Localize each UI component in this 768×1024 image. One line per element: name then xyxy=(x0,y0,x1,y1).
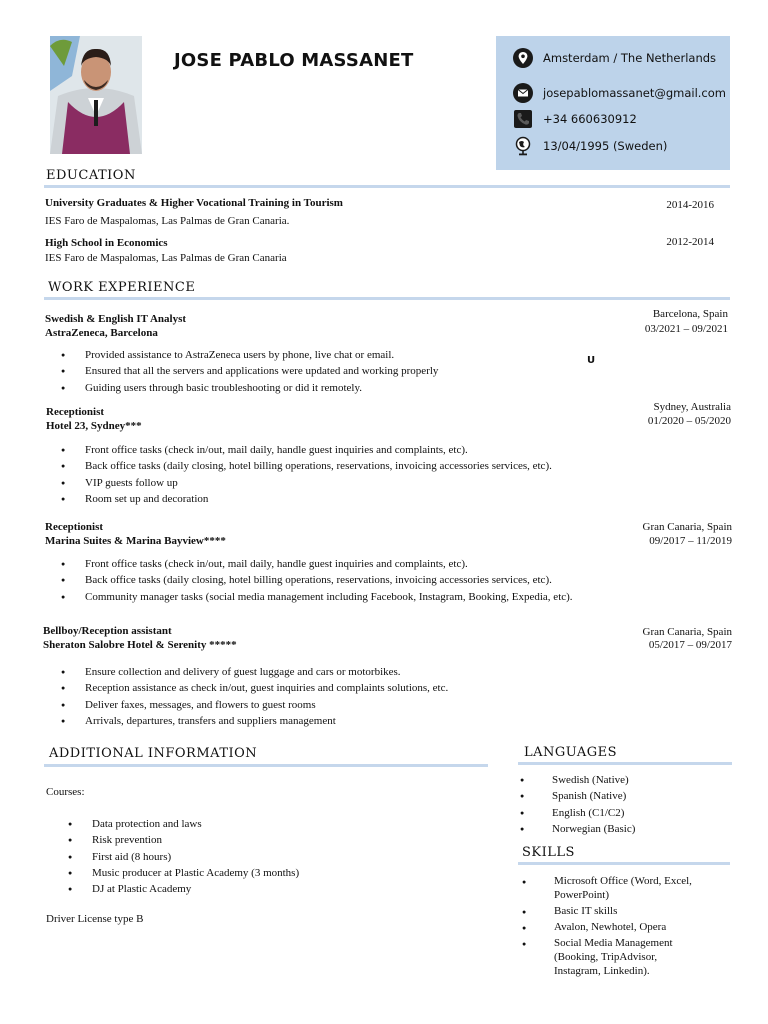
languages-heading: LANGUAGES xyxy=(524,745,618,760)
email-icon xyxy=(512,82,534,104)
job-1-role: Swedish & English IT Analyst xyxy=(45,313,187,325)
job-4-company: Sheraton Salobre Hotel & Serenity ***** xyxy=(43,639,237,651)
skill-line: ● Avalon, Newhotel, Opera xyxy=(554,921,667,933)
skills-divider xyxy=(518,862,730,865)
contact-box xyxy=(496,36,730,170)
job-2-location: Sydney, Australia xyxy=(653,401,731,413)
list-item: ● Community manager tasks (social media management including Facebook, Instagram, Booking, Expedia, etc). xyxy=(61,589,573,605)
list-item: ● Music producer at Plastic Academy (3 months) xyxy=(68,865,299,881)
job-4-tasks xyxy=(61,664,448,729)
birth-text: 13/04/1995 (Sweden) xyxy=(543,138,668,153)
candidate-name: JOSE PABLO MASSANET xyxy=(174,50,414,71)
phone-text[interactable]: +34 660630912 xyxy=(543,112,637,127)
driver-license: Driver License type B xyxy=(46,913,144,925)
contact-birth xyxy=(496,133,730,160)
education-heading: EDUCATION xyxy=(46,168,136,183)
education-divider xyxy=(44,185,730,188)
list-item: ● First aid (8 hours) xyxy=(68,849,299,865)
languages-divider xyxy=(518,762,732,765)
additional-divider xyxy=(44,764,488,767)
education-years-2: 2012-2014 xyxy=(666,236,714,248)
skill-line: ● Social Media Management xyxy=(554,937,673,949)
job-3-dates: 09/2017 – 11/2019 xyxy=(649,535,732,547)
education-degree-1: University Graduates & Higher Vocational Training in Tourism xyxy=(45,197,343,209)
contact-location xyxy=(496,45,730,72)
list-item: ● Spanish (Native) xyxy=(520,788,635,804)
job-2-dates: 01/2020 – 05/2020 xyxy=(647,415,731,427)
location-text: Amsterdam / The Netherlands xyxy=(543,51,717,66)
list-item: ● Back office tasks (daily closing, hotel billing operations, reservations, invoicing accessories services, etc). xyxy=(61,458,552,474)
list-item xyxy=(522,936,692,978)
list-item: ● English (C1/C2) xyxy=(520,805,635,821)
job-4-location: Gran Canaria, Spain xyxy=(642,626,732,638)
courses-label: Courses: xyxy=(46,786,85,798)
list-item xyxy=(522,904,692,918)
list-item: ● Reception assistance as check in/out, guest inquiries and complaints solutions, etc. xyxy=(61,680,448,696)
job-2-role: Receptionist xyxy=(46,406,105,418)
contact-phone xyxy=(496,106,730,133)
education-school-2: IES Faro de Maspalomas, Las Palmas de Gran Canaria xyxy=(45,252,287,264)
email-text[interactable]: josepablomassanet@gmail.com xyxy=(543,85,726,100)
list-item: ● Front office tasks (check in/out, mail daily, handle guest inquiries and complaints, etc). xyxy=(61,442,552,458)
list-item xyxy=(522,920,692,934)
list-item: ● Norwegian (Basic) xyxy=(520,821,635,837)
job-1-tasks xyxy=(61,347,438,396)
job-3-company: Marina Suites & Marina Bayview**** xyxy=(45,535,226,547)
skill-line: (Booking, TripAdvisor, xyxy=(554,951,658,963)
list-item: ● Data protection and laws xyxy=(68,816,299,832)
list-item: ● VIP guests follow up xyxy=(61,475,552,491)
job-3-tasks xyxy=(61,556,573,605)
skill-line: Instagram, Linkedin). xyxy=(554,965,650,977)
profile-photo xyxy=(50,36,142,154)
list-item: ● DJ at Plastic Academy xyxy=(68,881,299,897)
person-photo-icon xyxy=(50,36,142,154)
skills-list xyxy=(522,874,692,978)
skill-line: ● Microsoft Office (Word, Excel, xyxy=(554,875,692,887)
skills-heading: SKILLS xyxy=(522,845,575,860)
list-item: ● Room set up and decoration xyxy=(61,491,552,507)
languages-list xyxy=(520,772,635,837)
job-1-location: Barcelona, Spain xyxy=(652,308,728,320)
job-1-company: AstraZeneca, Barcelona xyxy=(45,327,158,339)
work-heading: WORK EXPERIENCE xyxy=(48,280,196,295)
phone-icon xyxy=(512,108,534,130)
skill-line: ● Basic IT skills xyxy=(554,905,618,917)
education-school-1: IES Faro de Maspalomas, Las Palmas de Gran Canaria. xyxy=(45,215,290,227)
list-item: ● Ensure collection and delivery of guest luggage and cars or motorbikes. xyxy=(61,664,448,680)
additional-heading: ADDITIONAL INFORMATION xyxy=(49,746,258,761)
job-3-role: Receptionist xyxy=(45,521,104,533)
education-degree-2: High School in Economics xyxy=(45,237,168,249)
list-item: ● Back office tasks (daily closing, hotel billing operations, reservations, invoicing accessories services, etc). xyxy=(61,572,573,588)
list-item xyxy=(522,874,692,902)
list-item: ● Front office tasks (check in/out, mail daily, handle guest inquiries and complaints, etc). xyxy=(61,556,573,572)
job-4-dates: 05/2017 – 09/2017 xyxy=(648,639,732,651)
list-item: ● Risk prevention xyxy=(68,832,299,848)
skill-line: PowerPoint) xyxy=(554,889,609,901)
job-2-tasks xyxy=(61,442,552,507)
list-item: ● Provided assistance to AstraZeneca users by phone, live chat or email. xyxy=(61,347,438,363)
work-divider xyxy=(44,297,730,300)
list-item: ● Swedish (Native) xyxy=(520,772,635,788)
stray-character: U xyxy=(587,355,596,366)
contact-email xyxy=(496,80,730,107)
job-4-role: Bellboy/Reception assistant xyxy=(43,625,172,637)
education-years-1: 2014-2016 xyxy=(666,199,714,211)
list-item: ● Guiding users through basic troubleshooting or did it remotely. xyxy=(61,380,438,396)
globe-icon xyxy=(512,135,534,157)
job-2-company: Hotel 23, Sydney*** xyxy=(46,420,142,432)
courses-list xyxy=(68,816,299,897)
list-item: ● Arrivals, departures, transfers and suppliers management xyxy=(61,713,448,729)
list-item: ● Deliver faxes, messages, and flowers to guest rooms xyxy=(61,697,448,713)
list-item: ● Ensured that all the servers and applications were updated and working properly xyxy=(61,363,438,379)
location-pin-icon xyxy=(512,47,534,69)
job-3-location: Gran Canaria, Spain xyxy=(642,521,732,533)
job-1-dates: 03/2021 – 09/2021 xyxy=(644,323,728,335)
